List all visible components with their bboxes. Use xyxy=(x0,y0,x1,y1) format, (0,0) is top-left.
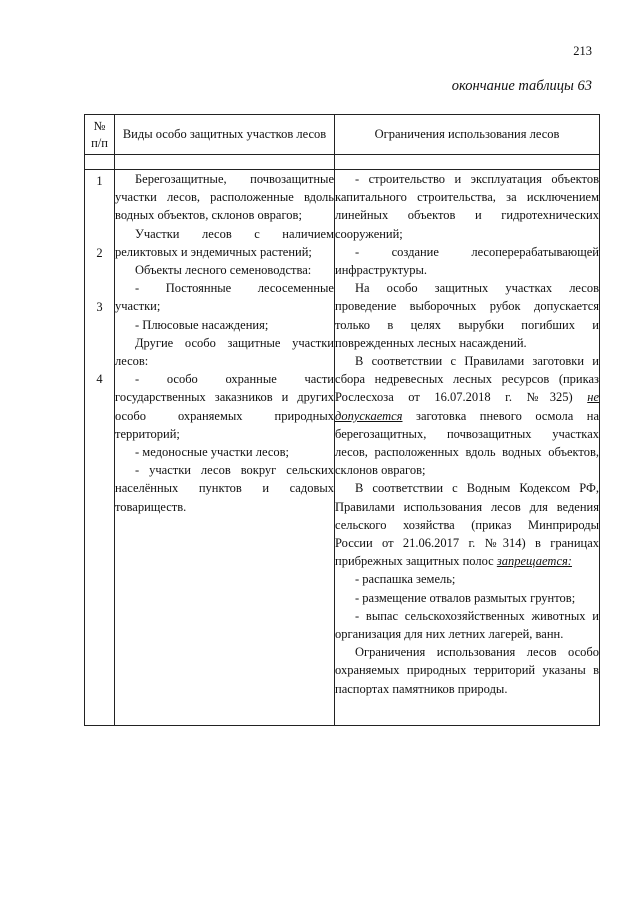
type-plus-stands: - Плюсовые насаждения; xyxy=(135,317,269,332)
resin-rule-text: В соответствии с Правилами заготовки и сбора недревесных лесных ресурсов (приказ Рослесхоза от 16.07.2018 г. №325) xyxy=(335,354,599,405)
restriction-construction: - строительство и эксплуатация объектов капитального строительства, за исключением линейных объектов и гидротехнических сооружений; xyxy=(335,172,599,241)
spacer-cell xyxy=(115,155,335,170)
table-caption: окончание таблицы 63 xyxy=(451,78,592,94)
type-reserves: - особо охранные части государственных заказников и других особо охраняемых природных территорий; xyxy=(115,372,334,441)
type-seed-objects: Объекты лесного семеноводства: xyxy=(135,263,312,278)
header-types: Виды особо защитных участков лесов xyxy=(115,115,335,155)
page-number: 213 xyxy=(573,44,592,58)
prohibited-grazing: - выпас сельскохозяйственных животных и организация для них летних лагерей, ванн. xyxy=(335,608,599,642)
water-code-text: В соответствии с Водным Кодексом РФ, Правилами использования лесов для ведения сельского хозяйства (приказ Минприроды России от 21.06.2017 г. №314) в границах прибрежных защитных полос xyxy=(335,481,599,569)
resin-rule-text-end: заготовка пневого осмола на берегозащитных, почвозащитных участках лесов, расположенных вдоль водных объектов, склонов оврагов; xyxy=(335,408,599,478)
restriction-water-code xyxy=(335,479,599,570)
prohibited-ploughing: - распашка земель; xyxy=(355,572,456,587)
prohibited-dumps: - размещение отвалов размытых грунтов; xyxy=(355,590,576,605)
spacer-cell xyxy=(85,155,115,170)
header-number-sign: № xyxy=(93,118,106,133)
header-restrictions: Ограничения использования лесов xyxy=(335,115,600,155)
row-number-1: 1 xyxy=(96,174,103,188)
restrictions-table xyxy=(84,114,600,726)
type-seed-plots: - Постоянные лесосеменные участки; xyxy=(115,281,334,314)
type-riparian: Берегозащитные, почвозащитные участки лесов, расположенные вдоль водных объектов, склонов оврагов; xyxy=(115,172,334,223)
table-row xyxy=(85,170,600,726)
prohibited-emphasis: запрещается: xyxy=(496,554,572,569)
table-spacer-row xyxy=(85,155,600,170)
row-number-3: 3 xyxy=(96,300,103,314)
row-number-4: 4 xyxy=(96,372,103,386)
restriction-processing: - создание лесоперерабатывающей инфраструктуры. xyxy=(335,244,599,278)
table-header-row xyxy=(85,115,600,155)
type-other: Другие особо защитные участки лесов: xyxy=(115,335,334,369)
type-honey: - медоносные участки лесов; xyxy=(135,445,290,460)
header-number xyxy=(85,115,115,155)
forest-types-cell xyxy=(115,170,335,726)
restriction-felling: На особо защитных участках лесов проведение выборочных рубок допускается только в целях вырубки погибших и поврежденных лесных насаждений. xyxy=(335,281,599,350)
spacer-cell xyxy=(335,155,600,170)
row-number-cell xyxy=(85,170,115,726)
header-number-abbr: п/п xyxy=(91,135,108,150)
restriction-protected-areas: Ограничения использования лесов особо охраняемых природных территорий указаны в паспортах памятников природы. xyxy=(335,645,599,696)
type-settlements: - участки лесов вокруг сельских населённых пунктов и садовых товариществ. xyxy=(115,463,334,514)
not-allowed-emphasis: не допускается xyxy=(335,390,599,423)
restrictions-cell xyxy=(335,170,600,726)
restriction-resin-stumps xyxy=(335,352,599,479)
type-relict: Участки лесов с наличием реликтовых и эндемичных растений; xyxy=(115,226,334,259)
row-number-2: 2 xyxy=(96,246,103,260)
